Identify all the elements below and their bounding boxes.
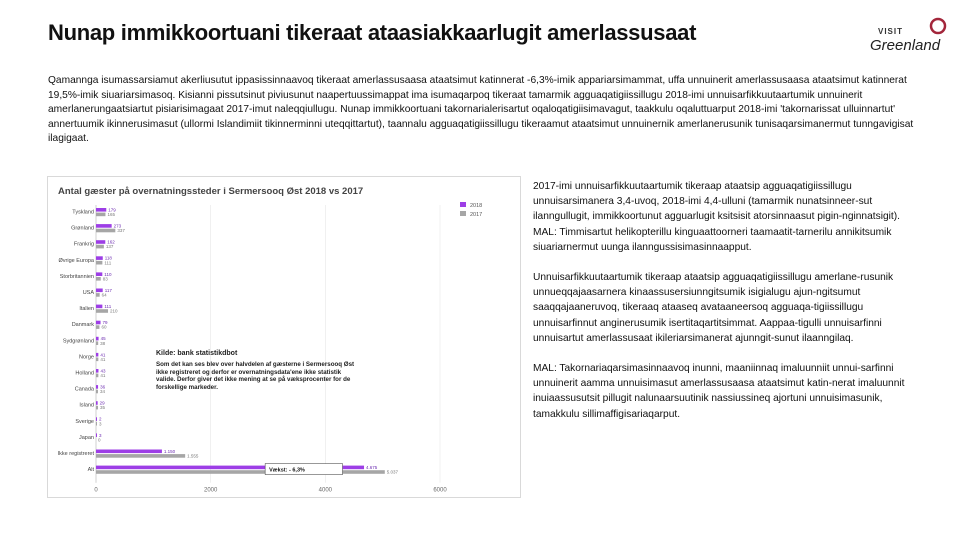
logo-greenland-text: Greenland bbox=[870, 37, 941, 54]
data-label: 3 bbox=[99, 421, 102, 427]
bar-2017 bbox=[96, 293, 100, 297]
data-label: 1.555 bbox=[187, 453, 199, 459]
x-tick-label: 0 bbox=[94, 487, 98, 494]
data-label: 0 bbox=[98, 437, 101, 443]
intro-paragraph: Qamannga isumassarsiamut akerliusutut ippasissinnaavoq tikeraat amerlassusaasa ataatsimut katinnerat -6,3%-imik appariarsimammat, uffa unnuinerit amerlassusaasa ataatsimut katinnerat 19,5%-imik siuariarsimasoq. Kisianni pissutsinut piviusunut naapertuussimappat ima isumaqarpoq tikeraat tamarmik agguaqatigiissillugu 2018-imi unnuisarfikkuutaartumik unnuinerit amerlanerungaatsiartut pisiarisimagaat 2017-imut naleqqiullugu. Nunap immikkoortuani takornarialerisartut oqaloqatigiisimavagut, taakkulu oqaluttuarput 2018-imi 'takornarissat ulluinnartut' annertuumik ikinnerusimasut (ullormi Islandimiit tikinnerminni uteqqittartut), taannalu agguaqatigiissillugu tikeraamut ataatsimut unnuinernik amerlanerusunik tunisaqarsimanermut tunngavigisat ilagigaat. bbox=[48, 75, 914, 145]
data-label: 5.037 bbox=[386, 469, 399, 475]
bar-2018 bbox=[96, 208, 106, 212]
category-label: Storbritannien bbox=[59, 273, 94, 280]
data-label: 118 bbox=[104, 255, 112, 261]
guest-chart bbox=[48, 177, 520, 497]
data-label: 36 bbox=[100, 384, 106, 390]
data-label: 110 bbox=[104, 271, 112, 277]
data-label: 45 bbox=[100, 336, 106, 342]
data-label: 41 bbox=[100, 352, 106, 358]
bar-2017 bbox=[96, 245, 104, 249]
category-label: Italien bbox=[79, 306, 94, 313]
x-tick-label: 6000 bbox=[433, 487, 447, 494]
category-label: Sydgrønland bbox=[62, 338, 94, 345]
bar-2017 bbox=[96, 374, 98, 378]
data-label: 137 bbox=[105, 244, 114, 250]
visit-greenland-logo bbox=[866, 14, 950, 58]
data-label: 337 bbox=[117, 228, 125, 234]
data-label: 41 bbox=[100, 373, 106, 378]
data-label: 43 bbox=[100, 368, 106, 374]
right-paragraph: 2017-imi unnuisarfikkuutaartumik tikeraap ataatsip agguaqatigiissillugu unnuisarsimanera 3,4-uvoq, 2018-imi 4,4-ulluni (tamarmik nunatsinneer-sut ilanngullugit, immikkoortunut agguarlugit ksitsisit atorsinnaasut pigin-nginnatsigit). MAL: Timmisartut helikopterillu kinguaattoorneri taamaatit-tarnerilu annikitsumik siuariarnermut uunga ilanngussisimasinnaapput. bbox=[533, 181, 900, 253]
category-label: Island bbox=[79, 402, 94, 409]
bar-2018 bbox=[96, 369, 98, 373]
bar-2018 bbox=[96, 353, 98, 357]
right-paragraph: MAL: Takornariaqarsimasinnaavoq inunni, maaniinnaq imaluunniit unnui-sarfinni unnuinerit aamma unnuisimasut amerlassusaasa ataatsimut katin-nerat imaluunnit inuiaassusutsit pillugit nalunaarsuutinik nassiussineq ajortuni unnuisimasunik, tamakkulu sillimaffigisariaqarput. bbox=[533, 363, 905, 420]
bar-2018 bbox=[96, 321, 101, 325]
data-label: 2 bbox=[99, 416, 102, 422]
category-label: Holland bbox=[75, 370, 94, 377]
data-label: 111 bbox=[104, 304, 112, 309]
bar-2018 bbox=[96, 417, 97, 421]
category-label: Grønland bbox=[71, 225, 94, 232]
chart-note: Som det kan ses blev over halvdelen af gæsterne i Sermersooq Øst ikke registreret og derfor er overnatningsdata'ene ikke statistik valide. Derfor giver det ikke mening at se på væksprocenter for de forskellige markeder. bbox=[156, 361, 355, 391]
data-label: 29 bbox=[99, 400, 105, 406]
data-label: 117 bbox=[104, 287, 112, 293]
data-label: 64 bbox=[101, 292, 107, 298]
data-label: 79 bbox=[102, 320, 108, 326]
bar-2018 bbox=[96, 450, 162, 454]
logo-visit-text: VISIT bbox=[878, 27, 904, 36]
legend-swatch bbox=[460, 211, 466, 216]
legend-label: 2017 bbox=[470, 212, 483, 218]
bar-2017 bbox=[96, 390, 98, 394]
bar-2017 bbox=[96, 341, 98, 345]
x-tick-label: 2000 bbox=[203, 487, 218, 494]
bar-2017 bbox=[96, 422, 97, 426]
category-label: Danmark bbox=[71, 322, 94, 329]
logo-mark-icon bbox=[931, 19, 945, 33]
data-label: 273 bbox=[113, 223, 122, 229]
category-label: Japan bbox=[79, 434, 94, 441]
bar-2017 bbox=[96, 454, 185, 458]
bar-2018 bbox=[96, 385, 98, 389]
data-label: 210 bbox=[110, 308, 118, 314]
bar-2017 bbox=[96, 309, 108, 313]
bar-2017 bbox=[96, 325, 99, 329]
category-label: Canada bbox=[74, 386, 94, 393]
legend-swatch bbox=[460, 202, 466, 207]
bar-2017 bbox=[96, 261, 102, 265]
bar-2017 bbox=[96, 358, 98, 362]
x-tick-label: 4000 bbox=[318, 487, 333, 494]
growth-callout-text: Vækst: - 6,3% bbox=[269, 467, 305, 474]
bar-2017 bbox=[96, 406, 98, 410]
bar-2018 bbox=[96, 272, 102, 276]
bar-2017 bbox=[96, 213, 105, 217]
category-label: Ikke registreret bbox=[57, 451, 94, 457]
chart-frame bbox=[47, 176, 521, 498]
bar-2018 bbox=[96, 240, 105, 244]
data-label: 35 bbox=[100, 405, 106, 411]
category-label: Tyskland bbox=[72, 209, 94, 216]
category-label: Norge bbox=[79, 354, 94, 361]
category-label: Sverige bbox=[75, 418, 94, 425]
data-label: 179 bbox=[108, 207, 116, 213]
category-label: Alt bbox=[87, 467, 94, 474]
chart-title: Antal gæster på overnatningssteder i Sermersooq Øst 2018 vs 2017 bbox=[58, 186, 364, 197]
bar-2018 bbox=[96, 433, 97, 437]
data-label: 111 bbox=[104, 260, 112, 266]
data-label: 165 bbox=[107, 212, 115, 217]
bar-2017 bbox=[96, 277, 101, 281]
data-label: 34 bbox=[99, 389, 105, 395]
data-label: 60 bbox=[101, 324, 107, 330]
page-title: Nunap immikkoortuani tikeraat ataasiakkaarlugit amerlassusaat bbox=[48, 20, 697, 45]
category-label: Øvrige Europa bbox=[58, 257, 94, 264]
right-paragraph: Unnuisarfikkuutaartumik tikeraap ataatsip agguaqatigiissillugu amerlane-rusunik unnueqqajaasarnera kinaassusersiunngitsumik isigialugu ajun-ngitsumut saaqqajaaneruvoq, tikeraaq ataaseq avataaneersoq agguaqa-tigiissillugu unnuisarfinnut anginerusumik isertitaqartitsimmat. Aappaa-tigulli unnuisarfinni unnuisartut amerlassusaat ikileriarsimanerat ajunngit-sunut ilaanngilaq. bbox=[533, 272, 894, 344]
bar-2018 bbox=[96, 224, 112, 228]
bar-2018 bbox=[96, 256, 103, 260]
data-label: 3 bbox=[99, 432, 102, 438]
category-label: USA bbox=[82, 290, 94, 296]
data-label: 83 bbox=[102, 276, 108, 282]
right-column bbox=[533, 179, 915, 437]
data-label: 41 bbox=[100, 356, 106, 362]
bar-2018 bbox=[96, 337, 99, 341]
legend-label: 2018 bbox=[470, 203, 483, 209]
data-label: 4.675 bbox=[366, 465, 378, 470]
data-label: 38 bbox=[100, 340, 106, 346]
bar-2017 bbox=[96, 229, 115, 233]
category-label: Frankrig bbox=[73, 241, 94, 248]
data-label: 1.150 bbox=[163, 448, 176, 454]
bar-2018 bbox=[96, 305, 102, 309]
chart-source-label: Kilde: bank statistikdbot bbox=[156, 350, 238, 357]
bar-2018 bbox=[96, 401, 98, 405]
data-label: 162 bbox=[107, 239, 115, 245]
